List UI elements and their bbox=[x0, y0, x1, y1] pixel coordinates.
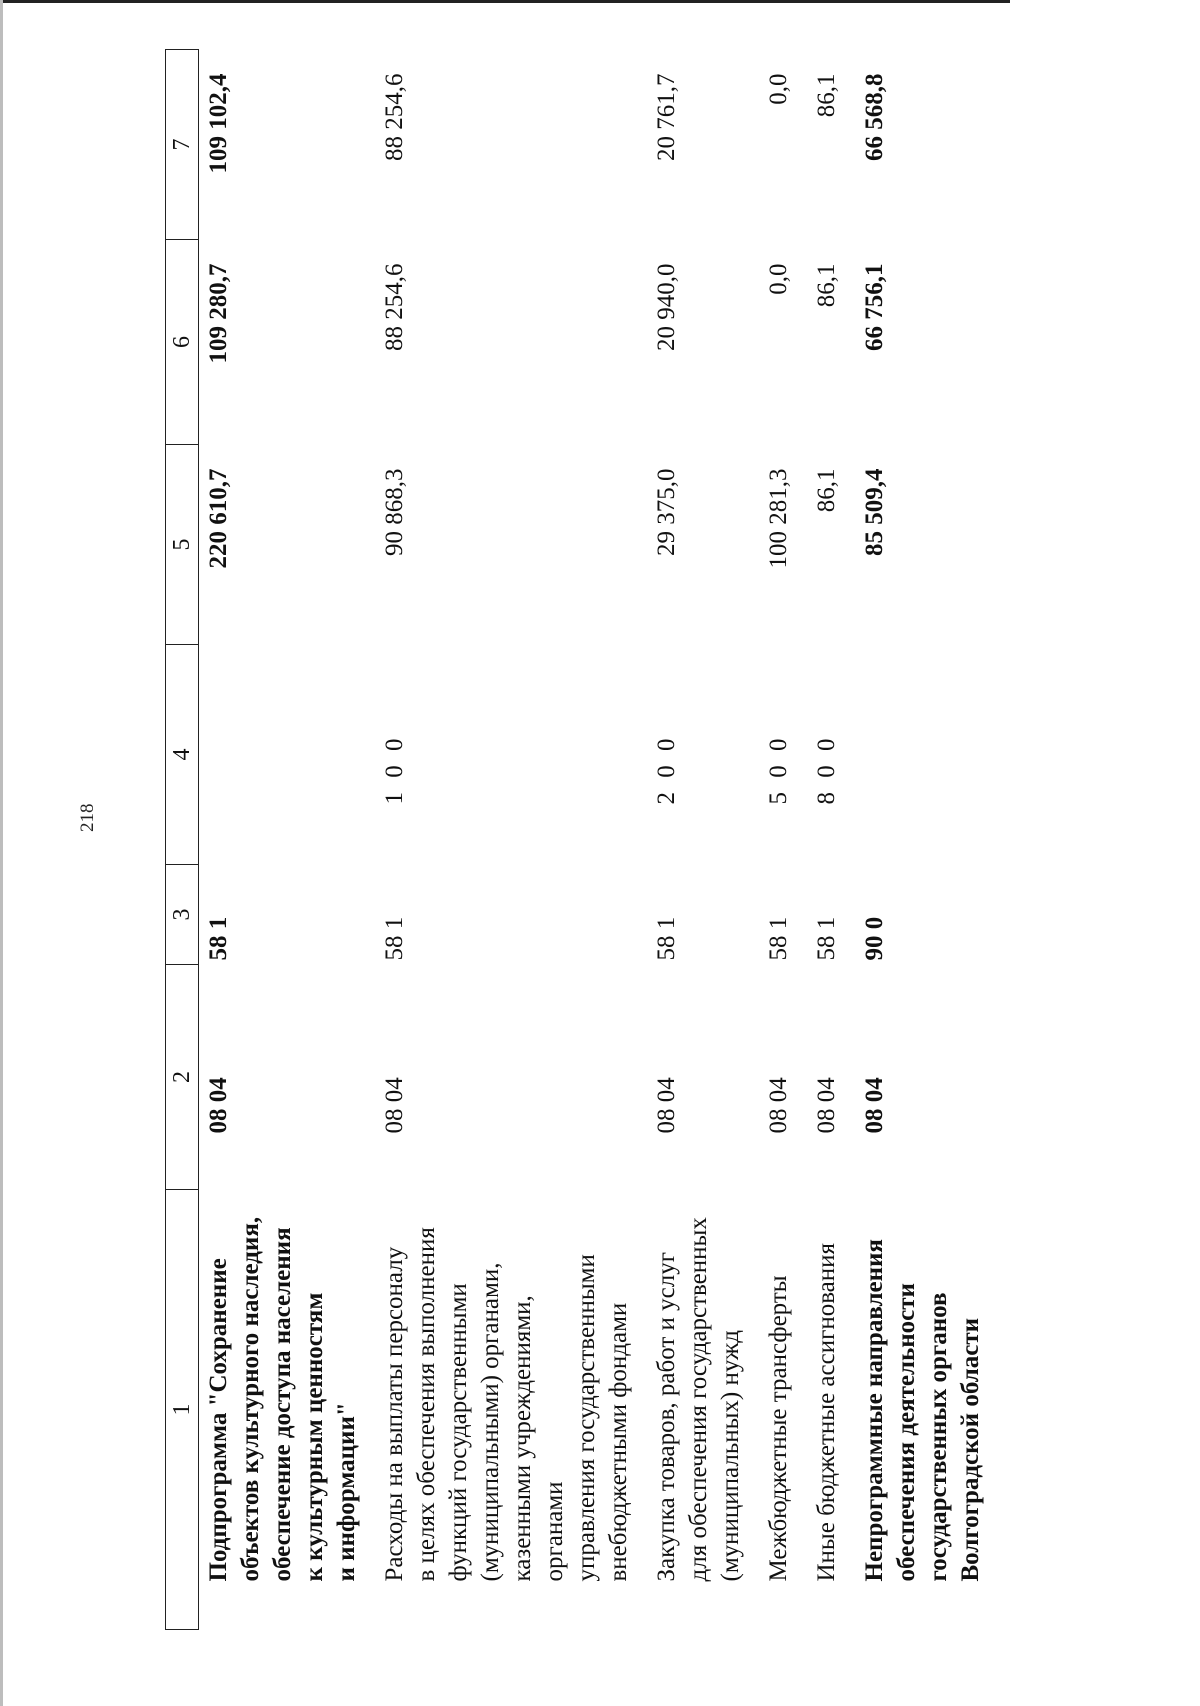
row-name-line: объектов культурного наследия, bbox=[237, 1216, 264, 1582]
amount-col-7: 109 102,4 bbox=[205, 73, 232, 174]
row-name-line: Непрограммные направления bbox=[861, 1239, 888, 1582]
amount-col-7: 86,1 bbox=[813, 73, 840, 118]
amount-col-7: 0,0 bbox=[765, 73, 792, 105]
section-code: 08 04 bbox=[813, 1077, 840, 1134]
section-code: 08 04 bbox=[653, 1077, 680, 1134]
table-row bbox=[759, 50, 807, 1630]
amount-col-6: 109 280,7 bbox=[205, 263, 232, 364]
row-name-line: государственных органов bbox=[925, 1292, 952, 1582]
target-article: 58 1 bbox=[205, 916, 232, 961]
expense-type: 1 0 0 bbox=[381, 734, 408, 805]
target-article: 58 1 bbox=[653, 916, 680, 961]
table-row bbox=[375, 50, 647, 1630]
header-col-3: 3 bbox=[166, 865, 199, 965]
row-name-line: и информации" bbox=[333, 1402, 360, 1582]
amount-col-5: 220 610,7 bbox=[205, 468, 232, 569]
header-col-2: 2 bbox=[166, 965, 199, 1190]
rotated-page bbox=[165, 50, 1015, 1630]
expense-type: 8 0 0 bbox=[813, 734, 840, 805]
row-name-line: Расходы на выплаты персоналу bbox=[381, 1246, 408, 1582]
row-name-line: Межбюджетные трансферты bbox=[765, 1275, 792, 1582]
amount-col-7: 20 761,7 bbox=[653, 73, 680, 161]
scan-edge-left bbox=[0, 0, 3, 1706]
row-name-line: обеспечения деятельности bbox=[893, 1283, 920, 1582]
header-col-1: 1 bbox=[166, 1190, 199, 1630]
target-article: 90 0 bbox=[861, 916, 888, 961]
row-name-line: функций государственными bbox=[445, 1283, 472, 1582]
section-code: 08 04 bbox=[765, 1077, 792, 1134]
target-article: 58 1 bbox=[381, 916, 408, 961]
row-name bbox=[855, 1190, 999, 1630]
row-name-line: Иные бюджетные ассигнования bbox=[813, 1242, 840, 1582]
header-col-6: 6 bbox=[166, 240, 199, 445]
row-name-line: внебюджетными фондами bbox=[605, 1302, 632, 1582]
table-body bbox=[199, 50, 1000, 1630]
amount-col-7: 66 568,8 bbox=[861, 73, 888, 161]
row-name-line: (муниципальных) нужд bbox=[717, 1329, 744, 1582]
header-col-5: 5 bbox=[166, 445, 199, 645]
header-col-4: 4 bbox=[166, 645, 199, 865]
section-code: 08 04 bbox=[205, 1077, 232, 1134]
table-header-row bbox=[166, 50, 199, 1630]
target-article: 58 1 bbox=[813, 916, 840, 961]
page-number: 218 bbox=[77, 803, 98, 832]
table-row bbox=[647, 50, 759, 1630]
row-name-line: обеспечение доступа населения bbox=[269, 1227, 296, 1582]
amount-col-5: 100 281,3 bbox=[765, 468, 792, 569]
row-name-line: Подпрограмма "Сохранение bbox=[205, 1258, 232, 1582]
amount-col-5: 90 868,3 bbox=[381, 468, 408, 556]
row-name bbox=[647, 1190, 759, 1630]
amount-col-6: 0,0 bbox=[765, 263, 792, 295]
expense-type bbox=[199, 645, 376, 865]
row-name-line: для обеспечения государственных bbox=[685, 1217, 712, 1582]
section-code: 08 04 bbox=[861, 1077, 888, 1134]
amount-col-5: 86,1 bbox=[813, 468, 840, 513]
row-name-line: в целях обеспечения выполнения bbox=[413, 1227, 440, 1582]
table-row bbox=[807, 50, 855, 1630]
expense-type: 5 0 0 bbox=[765, 734, 792, 805]
amount-col-6: 20 940,0 bbox=[653, 263, 680, 351]
row-name-line: управления государственными bbox=[573, 1254, 600, 1582]
section-code: 08 04 bbox=[381, 1077, 408, 1134]
amount-col-7: 88 254,6 bbox=[381, 73, 408, 161]
table-row bbox=[855, 50, 999, 1630]
row-name-line: казенными учреждениями, органами bbox=[509, 1295, 568, 1582]
target-article: 58 1 bbox=[765, 916, 792, 961]
row-name bbox=[807, 1190, 855, 1630]
amount-col-6: 88 254,6 bbox=[381, 263, 408, 351]
row-name-line: Волгоградской области bbox=[957, 1317, 984, 1582]
row-name-line: (муниципальными) органами, bbox=[477, 1262, 504, 1582]
table-row bbox=[199, 50, 376, 1630]
expense-type: 2 0 0 bbox=[653, 734, 680, 805]
scan-edge-top bbox=[0, 0, 1010, 3]
row-name bbox=[199, 1190, 376, 1630]
expense-type bbox=[855, 645, 999, 865]
header-col-7: 7 bbox=[166, 50, 199, 240]
amount-col-5: 29 375,0 bbox=[653, 468, 680, 556]
amount-col-6: 86,1 bbox=[813, 263, 840, 308]
row-name bbox=[759, 1190, 807, 1630]
amount-col-6: 66 756,1 bbox=[861, 263, 888, 351]
budget-table bbox=[165, 49, 999, 1630]
row-name bbox=[375, 1190, 647, 1630]
row-name-line: Закупка товаров, работ и услуг bbox=[653, 1252, 680, 1582]
amount-col-5: 85 509,4 bbox=[861, 468, 888, 556]
row-name-line: к культурным ценностям bbox=[301, 1292, 328, 1582]
